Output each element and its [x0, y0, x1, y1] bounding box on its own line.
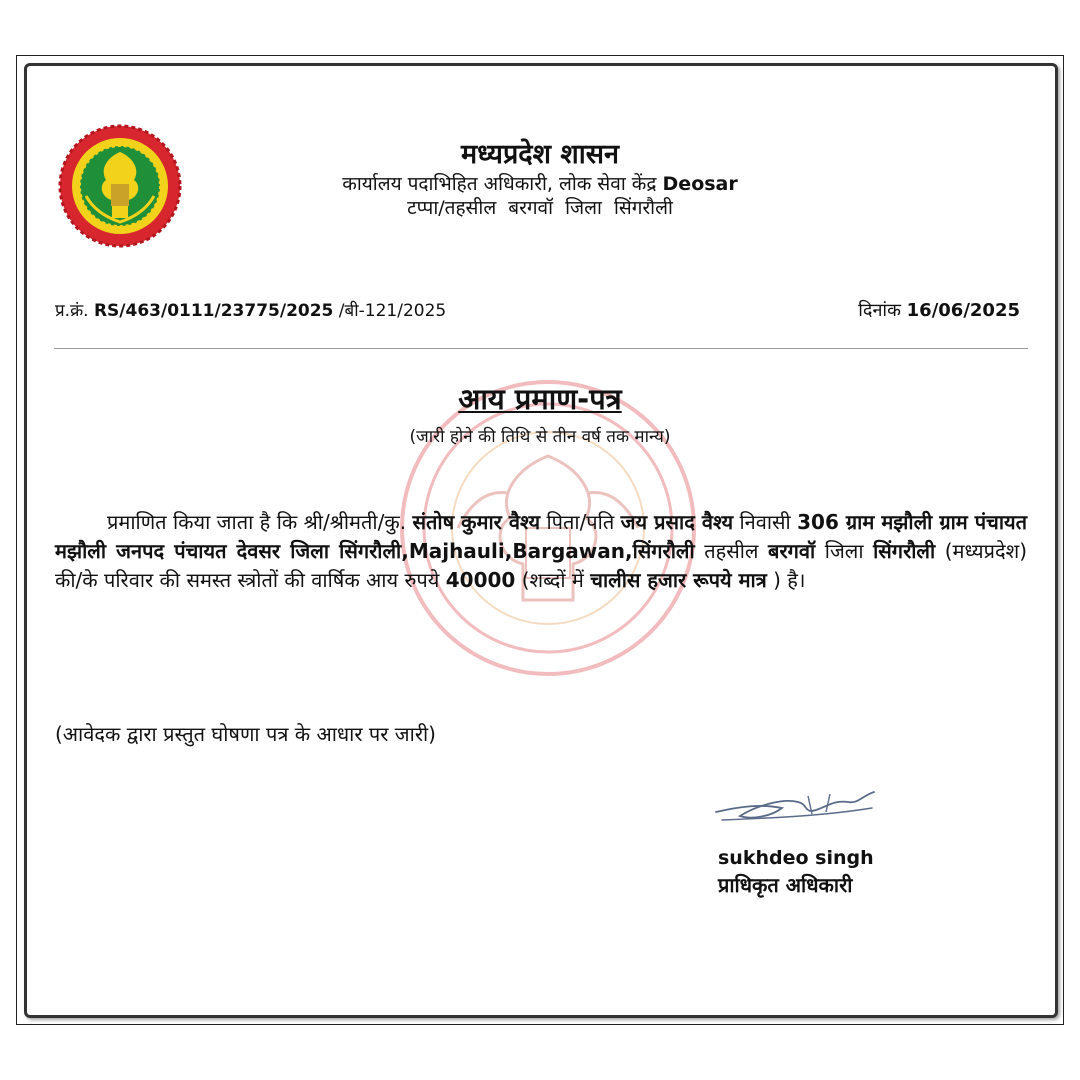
madhya-pradesh-emblem-icon: [56, 122, 184, 250]
applicant-name: संतोष कुमार वैश्य: [412, 510, 541, 534]
father-name: जय प्रसाद वैश्य: [620, 510, 734, 534]
district-label: जिला: [824, 539, 864, 563]
tehsil-label: तहसील: [704, 539, 759, 563]
income-in-words: चालीस हजार रूपये मात्र: [590, 568, 767, 592]
office-name: कार्यालय पदाभिहित अधिकारी, लोक सेवा केंद्र: [342, 173, 657, 195]
reference-label: प्र.क्रं.: [55, 301, 89, 321]
office-line: [250, 172, 830, 196]
issue-date-block: [858, 298, 1020, 322]
tehsil-name: बरगवॉ: [768, 539, 816, 563]
issuer-header: [250, 138, 830, 220]
income-amount: 40000: [445, 568, 516, 592]
words-label: (शब्दों में: [521, 568, 584, 592]
center-name: Deosar: [662, 173, 738, 195]
header-divider: [54, 348, 1028, 349]
applicant-address: 306 ग्राम मझौली ग्राम पंचायत मझौली जनपद पंचायत देवसर जिला सिंगरौली,Majhauli,Bargawan,सिंगरौली: [55, 510, 1027, 563]
signatory-name: sukhdeo singh: [718, 847, 874, 869]
signatory-designation: प्राधिकृत अधिकारी: [718, 873, 853, 897]
certificate-body: [55, 508, 1027, 595]
date-label: दिनांक: [858, 300, 901, 321]
government-title: मध्यप्रदेश शासन: [460, 139, 619, 170]
issue-date: 16/06/2025: [906, 300, 1020, 321]
reference-suffix: /बी-121/2025: [338, 301, 447, 321]
closing-text: ) है।: [773, 568, 806, 592]
father-label: पिता/पति: [546, 510, 615, 534]
office-address: टप्पा/तहसील बरगवॉ जिला सिंगरौली: [407, 197, 673, 219]
reference-row: [55, 298, 1020, 324]
signature-icon: [712, 786, 882, 834]
reference-number-block: [55, 298, 446, 321]
residence-label: निवासी: [739, 510, 791, 534]
state-income-text: (मध्यप्रदेश) की/के परिवार की समस्त स्त्रोतों की वार्षिक आय रुपये: [55, 539, 1028, 592]
signatory-block: [718, 845, 874, 899]
district-name: सिंगरौली: [873, 539, 936, 563]
declaration-note: (आवेदक द्वारा प्रस्तुत घोषणा पत्र के आधार पर जारी): [55, 722, 436, 746]
certificate-title: आय प्रमाण-पत्र: [458, 382, 622, 416]
validity-note: (जारी होने की तिथि से तीन वर्ष तक मान्य): [409, 427, 671, 447]
intro-text: प्रमाणित किया जाता है कि श्री/श्रीमती/कु.: [107, 510, 407, 534]
reference-number: RS/463/0111/23775/2025: [93, 301, 334, 321]
